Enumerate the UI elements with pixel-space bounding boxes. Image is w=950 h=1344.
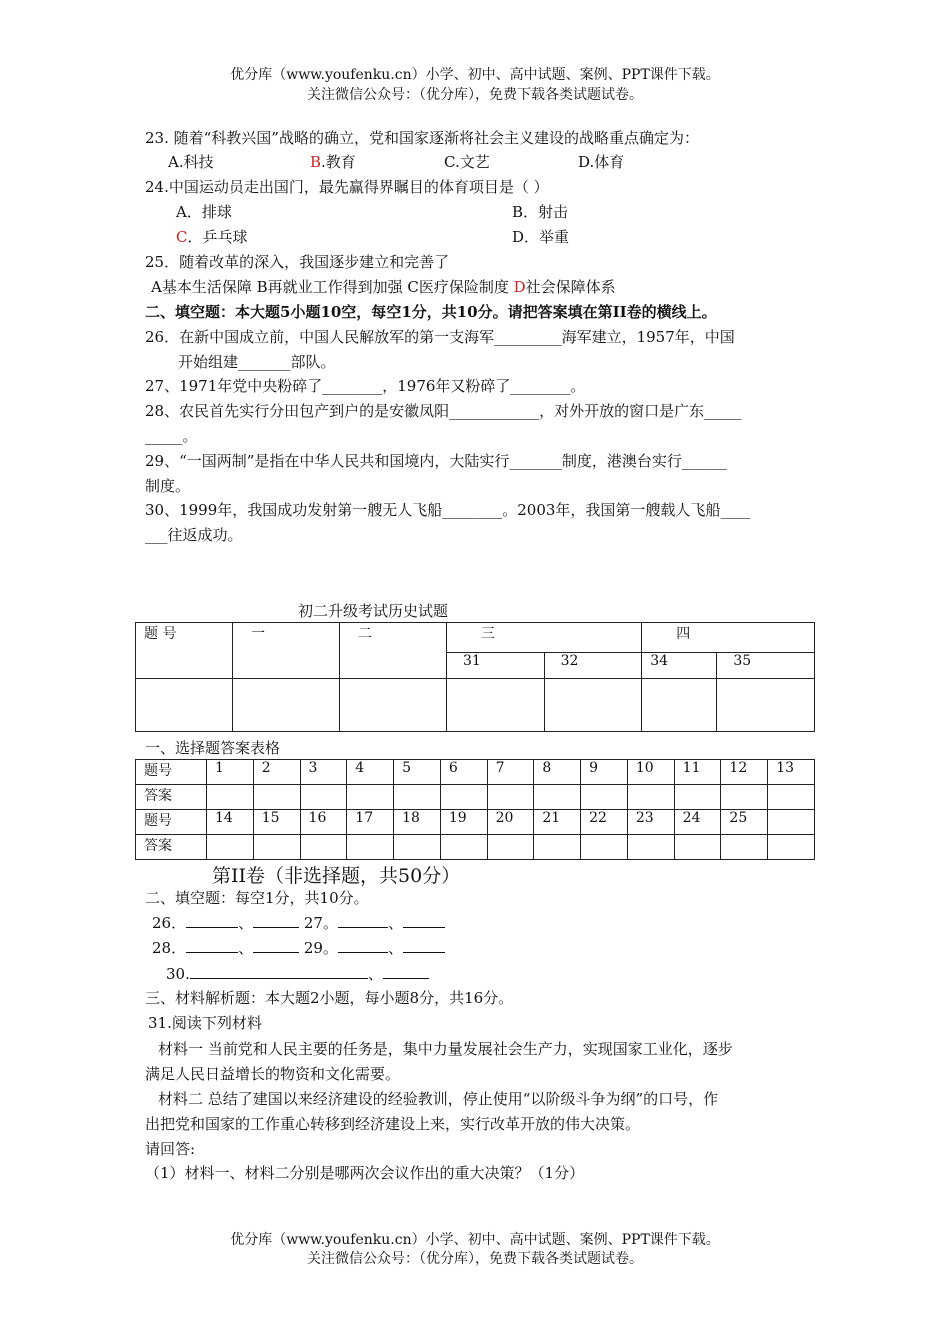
fill-29-blank-1[interactable] bbox=[338, 936, 388, 953]
answer-cell bbox=[627, 835, 674, 860]
q31-intro: 31.阅读下列材料 bbox=[148, 1014, 262, 1032]
score-cell bbox=[447, 679, 545, 732]
sub-question-1: （1）材料一、材料二分别是哪两次会议作出的重大决策？（1分） bbox=[145, 1164, 585, 1182]
answer-cell bbox=[581, 785, 628, 810]
answer-question-number: 10 bbox=[627, 760, 674, 785]
score-sub-35: 35 bbox=[717, 653, 815, 679]
q23-option-b bbox=[310, 150, 356, 175]
q24-option-c bbox=[176, 225, 248, 250]
q30-line-2: ___往返成功。 bbox=[145, 526, 243, 544]
answer-cell bbox=[347, 835, 394, 860]
fill-separator: 、 bbox=[238, 914, 254, 932]
q23-option-b-text: .教育 bbox=[321, 153, 356, 171]
q24-answer-mark: C bbox=[176, 228, 188, 246]
answer-question-number: 7 bbox=[487, 760, 534, 785]
q29-line-2: 制度。 bbox=[145, 477, 191, 495]
score-header-3: 三 bbox=[447, 623, 642, 653]
fill-26-blank-1[interactable] bbox=[186, 911, 238, 928]
q28-line-2: _____。 bbox=[145, 427, 198, 445]
answer-label-a: 答案 bbox=[136, 835, 207, 860]
score-cell bbox=[544, 679, 642, 732]
answer-question-number: 25 bbox=[721, 810, 768, 835]
answer-cell bbox=[207, 835, 254, 860]
answer-cell bbox=[300, 785, 347, 810]
fill-separator: 、 bbox=[387, 939, 403, 957]
q23-option-d: D.体育 bbox=[578, 153, 625, 171]
q25-option-d-text: 社会保障体系 bbox=[525, 278, 616, 296]
answer-label-a: 答案 bbox=[136, 785, 207, 810]
answer-cell bbox=[674, 835, 721, 860]
score-cell bbox=[717, 679, 815, 732]
material-2-line-1: 材料二 总结了建国以来经济建设的经验教训，停止使用“以阶级斗争为纲”的口号，作 bbox=[158, 1090, 719, 1108]
material-2-line-2: 出把党和国家的工作重心转移到经济建设上来，实行改革开放的伟大决策。 bbox=[145, 1115, 641, 1133]
answer-cell bbox=[394, 785, 441, 810]
answer-cell bbox=[674, 785, 721, 810]
answer-question-number: 2 bbox=[253, 760, 300, 785]
fill-27-blank-2[interactable] bbox=[403, 911, 445, 928]
answer-question-number: 15 bbox=[253, 810, 300, 835]
score-header-4: 四 bbox=[642, 623, 815, 653]
part2-title: 第II卷（非选择题，共50分） bbox=[212, 865, 461, 887]
score-sub-32: 32 bbox=[544, 653, 642, 679]
score-sub-34: 34 bbox=[642, 653, 717, 679]
material-1-line-1: 材料一 当前党和人民主要的任务是，集中力量发展社会生产力，实现国家工业化，逐步 bbox=[158, 1040, 733, 1058]
fill-line-26-27 bbox=[152, 911, 445, 936]
answer-question-number: 20 bbox=[487, 810, 534, 835]
answer-question-number: 18 bbox=[394, 810, 441, 835]
answer-cell bbox=[300, 835, 347, 860]
fill-26-label: 26． bbox=[152, 914, 187, 932]
answer-question-number: 22 bbox=[581, 810, 628, 835]
q24-option-d: D．举重 bbox=[512, 228, 570, 246]
fill-26-blank-2[interactable] bbox=[253, 911, 299, 928]
answer-question-number: 14 bbox=[207, 810, 254, 835]
answer-cell bbox=[581, 835, 628, 860]
q23-stem: 23. 随着“科教兴国”战略的确立，党和国家逐渐将社会主义建设的战略重点确定为： bbox=[145, 129, 699, 147]
answer-question-number: 9 bbox=[581, 760, 628, 785]
answer-question-number: 23 bbox=[627, 810, 674, 835]
answer-question-number: 5 bbox=[394, 760, 441, 785]
analysis-heading: 三、材料解析题：本大题2小题，每小题8分，共16分。 bbox=[145, 989, 514, 1007]
q30-line-1: 30、1999年，我国成功发射第一艘无人飞船________。2003年，我国第一艘载人飞船____ bbox=[145, 501, 751, 519]
fill-30-blank-1[interactable] bbox=[190, 962, 368, 979]
answer-question-number: 3 bbox=[300, 760, 347, 785]
score-sub-31: 31 bbox=[447, 653, 545, 679]
fill-28-label: 28． bbox=[152, 939, 187, 957]
answer-question-number: 16 bbox=[300, 810, 347, 835]
q23-option-c: C.文艺 bbox=[444, 153, 490, 171]
score-cell bbox=[136, 679, 233, 732]
q25-options bbox=[151, 275, 616, 300]
answer-cell bbox=[394, 835, 441, 860]
answer-cell bbox=[253, 835, 300, 860]
fill-line-30 bbox=[166, 962, 429, 987]
answer-question-number: 4 bbox=[347, 760, 394, 785]
answer-cell bbox=[721, 785, 768, 810]
answer-cell bbox=[721, 835, 768, 860]
answer-cell bbox=[627, 785, 674, 810]
fill-27-label: 27。 bbox=[303, 914, 338, 932]
answer-cell bbox=[487, 785, 534, 810]
score-cell bbox=[233, 679, 340, 732]
answer-label-q: 题号 bbox=[136, 760, 207, 785]
q28-line-1: 28、农民首先实行分田包产到户的是安徽凤阳____________，对外开放的窗口是广东_____ bbox=[145, 402, 742, 420]
fill-separator: 、 bbox=[238, 939, 254, 957]
fill-28-blank-1[interactable] bbox=[186, 936, 238, 953]
answer-cell bbox=[253, 785, 300, 810]
answer-table bbox=[135, 759, 815, 860]
score-cell bbox=[642, 679, 717, 732]
answer-question-number: 12 bbox=[721, 760, 768, 785]
answer-cell bbox=[768, 835, 815, 860]
q25-options-abc: A基本生活保障 B再就业工作得到加强 C医疗保险制度 bbox=[151, 278, 514, 296]
q24-option-c-text: ．乒乓球 bbox=[187, 228, 248, 246]
fill-30-blank-2[interactable] bbox=[383, 962, 429, 979]
answer-cell bbox=[440, 785, 487, 810]
answer-question-number: 6 bbox=[440, 760, 487, 785]
q25-answer-mark: D bbox=[513, 278, 526, 296]
answer-cell bbox=[768, 785, 815, 810]
q24-stem: 24.中国运动员走出国门，最先赢得界瞩目的体育项目是（ ） bbox=[145, 178, 549, 196]
fill-29-blank-2[interactable] bbox=[403, 936, 445, 953]
q26-line-1: 26．在新中国成立前，中国人民解放军的第一支海军_________海军建立，1957年，中国 bbox=[145, 328, 735, 346]
score-header-2: 二 bbox=[340, 623, 447, 679]
score-header-label: 题 号 bbox=[136, 623, 233, 679]
footer-line-1: 优分库（www.youfenku.cn）小学、初中、高中试题、案例、PPT课件下载。 bbox=[230, 1232, 720, 1248]
answer-table-caption: 一、选择题答案表格 bbox=[145, 739, 281, 757]
answer-question-number: 1 bbox=[207, 760, 254, 785]
fill-heading: 二、填空题：每空1分，共10分。 bbox=[145, 889, 369, 907]
q26-line-2: 开始组建_______部队。 bbox=[178, 353, 336, 371]
answer-question-number: 13 bbox=[768, 760, 815, 785]
answer-cell bbox=[440, 835, 487, 860]
section2-heading: 二、填空题：本大题5小题10空，每空1分，共10分。请把答案填在第II卷的横线上。 bbox=[145, 303, 717, 321]
q29-line-1: 29、“一国两制”是指在中华人民共和国境内，大陆实行_______制度，港澳台实行______ bbox=[145, 452, 727, 470]
answer-question-number: 8 bbox=[534, 760, 581, 785]
material-1-line-2: 满足人民日益增长的物资和文化需要。 bbox=[145, 1065, 401, 1083]
footer-line-2: 关注微信公众号：（优分库），免费下载各类试题试卷。 bbox=[307, 1251, 643, 1267]
q27: 27、1971年党中央粉碎了________，1976年又粉碎了________。 bbox=[145, 377, 586, 395]
answer-question-number: 24 bbox=[674, 810, 721, 835]
score-header-1: 一 bbox=[233, 623, 340, 679]
score-table bbox=[135, 622, 815, 732]
answer-cell bbox=[347, 785, 394, 810]
answer-cell bbox=[207, 785, 254, 810]
fill-line-28-29 bbox=[152, 936, 445, 961]
fill-30-label: 30. bbox=[166, 965, 190, 983]
fill-27-blank-1[interactable] bbox=[338, 911, 388, 928]
q23-answer-mark: B bbox=[310, 153, 322, 171]
answer-question-number: 19 bbox=[440, 810, 487, 835]
header-line-2: 关注微信公众号：（优分库），免费下载各类试题试卷。 bbox=[307, 87, 643, 103]
answer-question-number bbox=[768, 810, 815, 835]
q25-stem: 25．随着改革的深入，我国逐步建立和完善了 bbox=[145, 253, 450, 271]
q24-option-a: A．排球 bbox=[176, 203, 232, 221]
header-line-1: 优分库（www.youfenku.cn）小学、初中、高中试题、案例、PPT课件下载。 bbox=[230, 67, 720, 83]
ask-label: 请回答: bbox=[145, 1140, 196, 1158]
answer-label-q: 题号 bbox=[136, 810, 207, 835]
answer-cell bbox=[487, 835, 534, 860]
score-cell bbox=[340, 679, 447, 732]
fill-29-label: 29。 bbox=[303, 939, 338, 957]
answer-question-number: 17 bbox=[347, 810, 394, 835]
answer-question-number: 21 bbox=[534, 810, 581, 835]
q24-option-b: B．射击 bbox=[512, 203, 569, 221]
answer-cell bbox=[534, 785, 581, 810]
fill-separator: 、 bbox=[387, 914, 403, 932]
answer-cell bbox=[534, 835, 581, 860]
score-table-caption: 初二升级考试历史试题 bbox=[298, 602, 449, 620]
fill-separator: 、 bbox=[367, 965, 383, 983]
fill-28-blank-2[interactable] bbox=[253, 936, 299, 953]
answer-question-number: 11 bbox=[674, 760, 721, 785]
q23-option-a: A.科技 bbox=[168, 153, 214, 171]
